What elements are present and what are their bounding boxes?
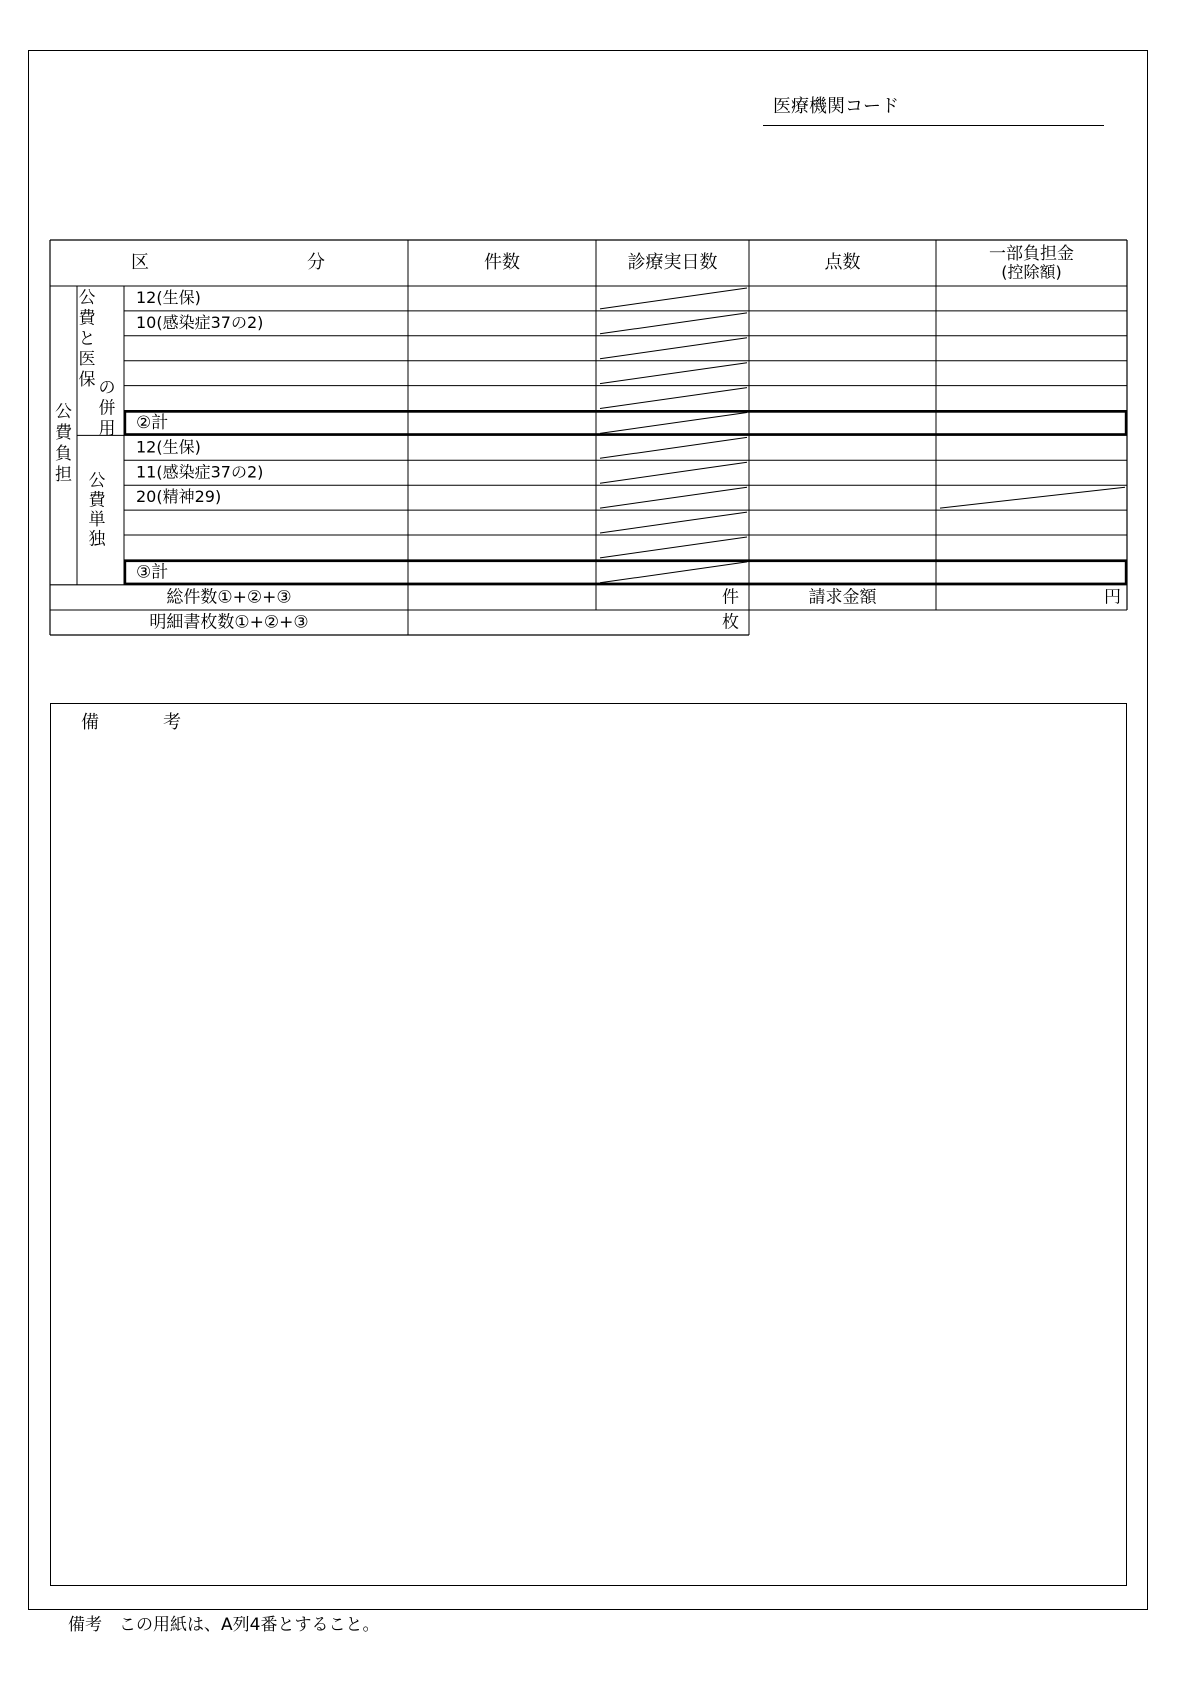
combined-group-char: と: [78, 329, 96, 349]
points-cell[interactable]: [751, 462, 934, 483]
total-cases-label: 総件数①+②+③: [166, 587, 292, 608]
remarks-title-char-1: 備: [81, 712, 99, 733]
cases-unit: 件: [722, 587, 739, 608]
copay-cell[interactable]: [938, 512, 1125, 533]
outer-group-char: 負: [55, 444, 72, 464]
single-group-char: 独: [88, 529, 106, 550]
copay-cell[interactable]: [938, 288, 1125, 309]
cases-cell[interactable]: [410, 313, 594, 334]
points-cell[interactable]: [751, 537, 934, 558]
single-total-label: ③計: [136, 562, 169, 583]
combined-group-char: 公: [78, 288, 96, 308]
footer-note: 備考 この用紙は、A列4番とすること。: [68, 1615, 380, 1635]
points-cell[interactable]: [751, 512, 934, 533]
days-diagonal: [600, 512, 747, 533]
cases-cell[interactable]: [410, 537, 594, 558]
claim-amount-label: 請求金額: [808, 587, 877, 608]
points-cell[interactable]: [751, 363, 934, 384]
header-copay: 一部負担金: [989, 244, 1074, 264]
outer-group-char: 担: [55, 465, 72, 485]
points-cell[interactable]: [751, 338, 934, 359]
cases-cell[interactable]: [410, 462, 594, 483]
header-days: 診療実日数: [627, 252, 718, 273]
single-group-char: 単: [88, 510, 106, 530]
copay-cell[interactable]: [938, 437, 1125, 458]
combined-group-char: 医: [78, 349, 96, 370]
single-row-label: 20(精神29): [136, 487, 222, 507]
combined-group-char: 費: [78, 308, 96, 329]
remarks-title: [81, 708, 181, 734]
header-points: 点数: [824, 252, 861, 273]
cases-cell[interactable]: [410, 413, 594, 434]
medical-institution-code-label: 医療機関コード: [773, 96, 899, 117]
remarks-box[interactable]: [50, 703, 1127, 1586]
points-cell[interactable]: [751, 288, 934, 309]
cases-cell[interactable]: [410, 288, 594, 309]
days-diagonal: [600, 388, 747, 409]
claim-amount-input[interactable]: [938, 587, 1099, 608]
combined-group-char: 併: [98, 398, 116, 419]
days-diagonal: [600, 313, 747, 334]
outer-group-char: 公: [55, 402, 72, 422]
combined-row-label: 10(感染症37の2): [136, 312, 264, 332]
points-cell[interactable]: [751, 388, 934, 409]
header-copay-note: (控除額): [1001, 262, 1062, 282]
sheets-unit: 枚: [722, 612, 739, 633]
days-diagonal: [600, 537, 747, 558]
copay-cell[interactable]: [938, 537, 1125, 558]
combined-group-char: の: [98, 378, 116, 398]
single-group-char: 公: [88, 471, 106, 491]
copay-cell[interactable]: [938, 462, 1125, 483]
combined-group-char: 用: [98, 419, 116, 439]
points-cell[interactable]: [751, 487, 934, 508]
copay-cell[interactable]: [938, 487, 1125, 508]
points-cell[interactable]: [751, 437, 934, 458]
cases-cell[interactable]: [410, 437, 594, 458]
copay-cell[interactable]: [938, 562, 1125, 583]
days-diagonal: [600, 413, 747, 434]
total-cases-input[interactable]: [410, 587, 711, 608]
cases-cell[interactable]: [410, 487, 594, 508]
outer-group-char: 費: [55, 423, 72, 443]
sheets-label: 明細書枚数①+②+③: [149, 612, 309, 633]
days-diagonal: [600, 363, 747, 384]
cases-cell[interactable]: [410, 562, 594, 583]
combined-group-char: 保: [78, 370, 96, 390]
sheets-input[interactable]: [410, 612, 711, 633]
cases-cell[interactable]: [410, 512, 594, 533]
days-diagonal: [600, 462, 747, 483]
days-diagonal: [600, 562, 747, 583]
cases-cell[interactable]: [410, 363, 594, 384]
cases-cell[interactable]: [410, 338, 594, 359]
copay-cell[interactable]: [938, 338, 1125, 359]
yen-unit: 円: [1104, 587, 1121, 608]
cases-cell[interactable]: [410, 388, 594, 409]
header-cases: 件数: [484, 252, 520, 273]
copay-cell[interactable]: [938, 413, 1125, 434]
points-cell[interactable]: [751, 313, 934, 334]
copay-cell[interactable]: [938, 363, 1125, 384]
single-row-label: 11(感染症37の2): [136, 462, 264, 482]
points-cell[interactable]: [751, 413, 934, 434]
points-cell[interactable]: [751, 562, 934, 583]
remarks-title-char-2: 考: [163, 712, 181, 733]
copay-cell[interactable]: [938, 313, 1125, 334]
days-diagonal: [600, 288, 747, 309]
copay-cell[interactable]: [938, 388, 1125, 409]
combined-total-label: ②計: [136, 412, 169, 433]
days-diagonal: [600, 338, 747, 359]
header-category-char-2: 分: [307, 252, 325, 273]
single-group-char: 費: [88, 490, 106, 511]
days-diagonal: [600, 437, 747, 458]
combined-row-label: 12(生保): [136, 287, 201, 307]
single-row-label: 12(生保): [136, 437, 201, 457]
header-category-char-1: 区: [131, 252, 149, 273]
days-diagonal: [600, 487, 747, 508]
